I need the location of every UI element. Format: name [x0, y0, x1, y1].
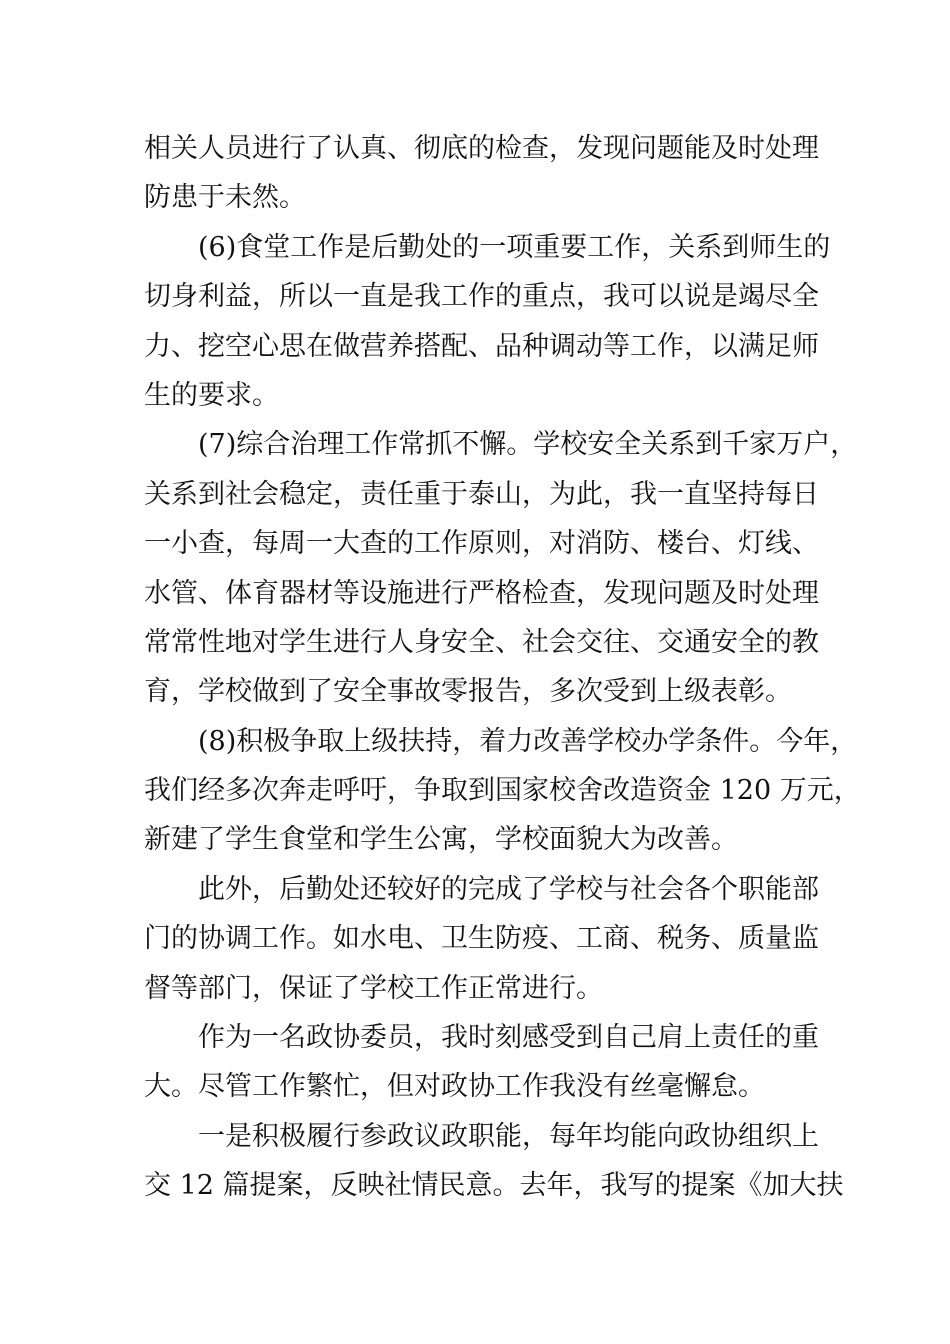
text-line: (7)综合治理工作常抓不懈。学校安全关系到千家万户， [198, 429, 858, 461]
text-line: 门的协调工作。如水电、卫生防疫、工商、税务、质量监 [144, 923, 819, 955]
text-line: 育，学校做到了安全事故零报告，多次受到上级表彰。 [144, 676, 792, 708]
text-line: 水管、体育器材等设施进行严格检查，发现问题及时处理 [144, 577, 819, 609]
text-line: 此外，后勤处还较好的完成了学校与社会各个职能部 [198, 873, 819, 905]
text-line: 交 12 篇提案，反映社情民意。去年，我写的提案《加大扶 [144, 1170, 844, 1202]
document-body [144, 124, 861, 1211]
text-line: 一小查，每周一大查的工作原则，对消防、楼台、灯线、 [144, 528, 819, 560]
text-line: 力、挖空心思在做营养搭配、品种调动等工作，以满足师 [144, 330, 819, 362]
text-line: 生的要求。 [144, 379, 279, 411]
text-line: 一是积极履行参政议政职能，每年均能向政协组织上 [198, 1120, 819, 1152]
text-line: 作为一名政协委员，我时刻感受到自己肩上责任的重 [198, 1022, 819, 1054]
text-line: 相关人员进行了认真、彻底的检查，发现问题能及时处理 [144, 133, 819, 164]
text-line: 我们经多次奔走呼吁，争取到国家校舍改造资金 120 万元， [144, 775, 861, 807]
text-line: 大。尽管工作繁忙，但对政协工作我没有丝毫懈怠。 [144, 1071, 765, 1103]
text-line: 督等部门，保证了学校工作正常进行。 [144, 972, 603, 1004]
text-line: (8)积极争取上级扶持，着力改善学校办学条件。今年， [198, 725, 858, 757]
text-line: 新建了学生食堂和学生公寓，学校面貌大为改善。 [144, 824, 738, 856]
text-line: 切身利益，所以一直是我工作的重点，我可以说是竭尽全 [144, 281, 819, 313]
text-line: (6)食堂工作是后勤处的一项重要工作，关系到师生的 [198, 231, 831, 263]
text-line: 常常性地对学生进行人身安全、社会交往、交通安全的教 [144, 626, 819, 658]
text-line: 关系到社会稳定，责任重于泰山，为此，我一直坚持每日 [144, 478, 819, 510]
text-line: 防患于未然。 [144, 182, 306, 214]
